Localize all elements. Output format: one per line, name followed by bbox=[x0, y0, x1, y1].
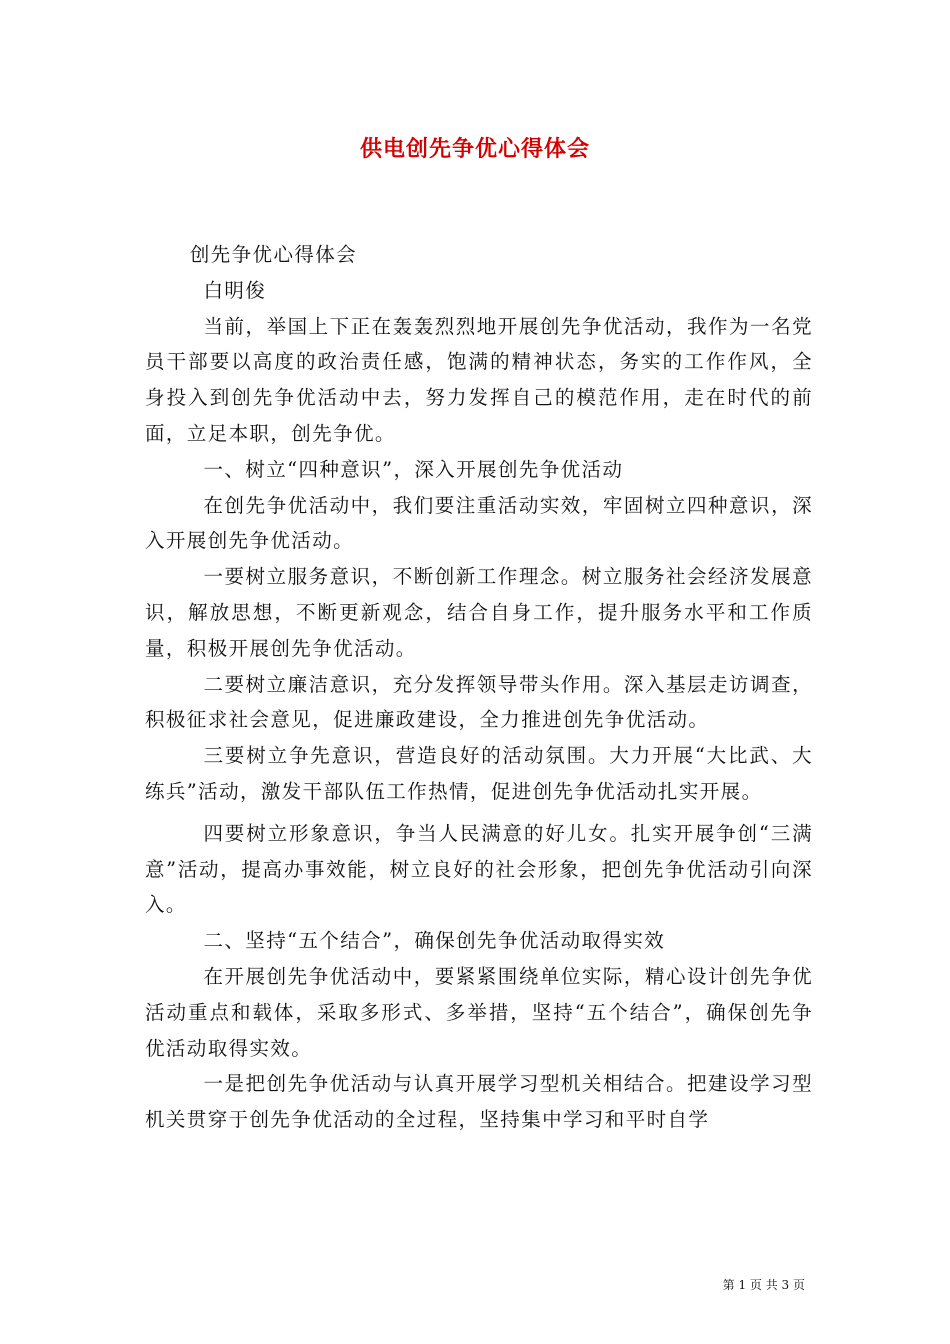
paragraph-author: 白明俊 bbox=[203, 278, 267, 302]
paragraph-service-awareness: 一要树立服务意识，不断创新工作理念。树立服务社会经济发展意识，解放思想，不断更新观念，结合自身工作，提升服务水平和工作质量，积极开展创先争优活动。 bbox=[145, 565, 813, 660]
page-number: 第 1 页 共 3 页 bbox=[722, 1278, 805, 1292]
document-body bbox=[145, 237, 813, 1138]
document-title: 供电创先争优心得体会 bbox=[359, 136, 590, 162]
section-heading-1: 一、树立“四种意识”，深入开展创先争优活动 bbox=[203, 457, 624, 481]
paragraph-intro: 当前，举国上下正在轰轰烈烈地开展创先争优活动，我作为一名党员干部要以高度的政治责任感，饱满的精神状态，务实的工作作风，全身投入到创先争优活动中去，努力发挥自己的模范作用，走在时代的前面，立足本职，创先争优。 bbox=[145, 314, 813, 445]
paragraph-integrity-awareness: 二要树立廉洁意识，充分发挥领导带头作用。深入基层走访调查，积极征求社会意见，促进廉政建设，全力推进创先争优活动。 bbox=[145, 672, 813, 732]
paragraph-section-2-intro: 在开展创先争优活动中，要紧紧围绕单位实际，精心设计创先争优活动重点和载体，采取多形式、多举措，坚持“五个结合”，确保创先争优活动取得实效。 bbox=[145, 964, 813, 1060]
section-heading-2: 二、坚持“五个结合”，确保创先争优活动取得实效 bbox=[203, 929, 666, 953]
paragraph-image-awareness: 四要树立形象意识，争当人民满意的好儿女。扎实开展争创“三满意”活动，提高办事效能，树立良好的社会形象，把创先争优活动引向深入。 bbox=[145, 821, 813, 917]
paragraph-subtitle: 创先争优心得体会 bbox=[189, 243, 358, 266]
paragraph-learning-organization: 一是把创先争优活动与认真开展学习型机关相结合。把建设学习型机关贯穿于创先争优活动的全过程，坚持集中学习和平时自学 bbox=[145, 1072, 813, 1132]
paragraph-section-1-intro: 在创先争优活动中，我们要注重活动实效，牢固树立四种意识，深入开展创先争优活动。 bbox=[145, 493, 813, 553]
paragraph-competition-awareness: 三要树立争先意识，营造良好的活动氛围。大力开展“大比武、大练兵”活动，激发干部队伍工作热情，促进创先争优活动扎实开展。 bbox=[145, 744, 813, 803]
